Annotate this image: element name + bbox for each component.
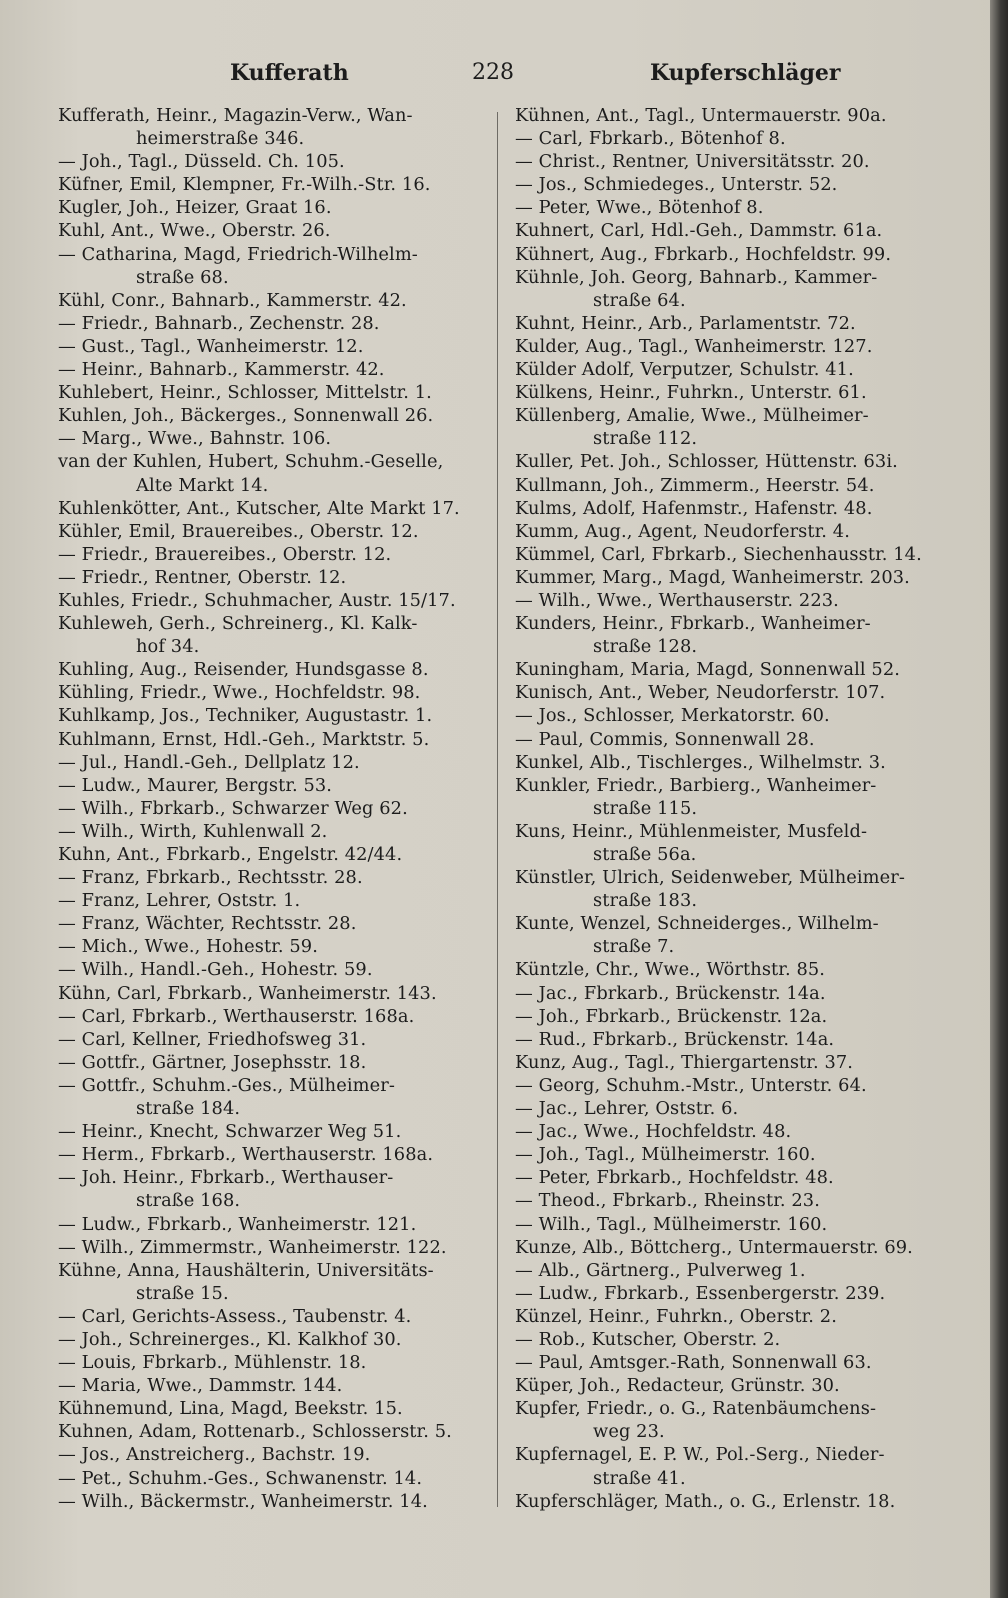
entry-line: Kuns, Heinr., Mühlenmeister, Musfeld- [515,820,868,842]
entry-line: — Heinr., Bahnarb., Kammerstr. 42. [58,359,385,381]
entry-continuation-line: straße 56a. [593,844,697,865]
directory-entry [58,797,488,820]
directory-entry [58,958,488,981]
entry-line: — Peter, Wwe., Bötenhof 8. [515,197,764,219]
entry-line: Kuhlebert, Heinr., Schlosser, Mittelstr. 1. [58,382,432,404]
entry-line: — Jos., Schmiedeges., Unterstr. 52. [515,174,838,196]
entry-continuation-line: Alte Markt 14. [136,474,269,496]
entry-line: Kunte, Wenzel, Schneiderges., Wilhelm- [515,913,879,935]
directory-entry [58,843,488,866]
entry-line: — Theod., Fbrkarb., Rheinstr. 23. [515,1190,820,1212]
entry-line: Kunkler, Friedr., Barbierg., Wanheimer- [515,774,877,796]
entry-line: — Paul, Amtsger.-Rath, Sonnenwall 63. [515,1352,872,1374]
entry-line: — Ludw., Fbrkarb., Wanheimerstr. 121. [58,1213,417,1235]
directory-entry [58,150,488,173]
directory-entry [58,1328,488,1351]
entry-continuation-line: heimerstraße 346. [136,128,305,150]
directory-entry [58,566,488,589]
entry-line: — Carl, Gerichts-Assess., Taubenstr. 4. [58,1305,412,1327]
entry-line: — Gust., Tagl., Wanheimerstr. 12. [58,335,364,357]
entry-line: — Gottfr., Schuhm.-Ges., Mülheimer- [58,1074,395,1096]
directory-entry [515,381,945,404]
entry-line: Künstler, Ulrich, Seidenweber, Mülheimer- [515,867,905,889]
directory-entry [58,1443,488,1466]
entry-line: — Heinr., Knecht, Schwarzer Weg 51. [58,1121,402,1143]
entry-line: Kühling, Friedr., Wwe., Hochfeldstr. 98. [58,682,421,704]
entry-line: — Wilh., Fbrkarb., Schwarzer Weg 62. [58,797,408,819]
entry-continuation-line: straße 68. [136,266,229,288]
directory-entry [58,866,488,889]
directory-entry [515,1074,945,1097]
entry-line: — Gottfr., Gärtner, Josephsstr. 18. [58,1051,367,1073]
directory-entry [515,958,945,981]
entry-continuation-line: weg 23. [593,1421,665,1443]
entry-line: — Joh., Tagl., Mülheimerstr. 160. [515,1144,816,1166]
entry-continuation-line: hof 34. [136,636,200,658]
entry-line: Kunz, Aug., Tagl., Thiergartenstr. 37. [515,1051,854,1073]
directory-entry [515,1120,945,1143]
directory-entry [58,658,488,681]
entry-line: Kühnert, Aug., Fbrkarb., Hochfeldstr. 99. [515,243,892,265]
entry-line: Kühl, Conr., Bahnarb., Kammerstr. 42. [58,289,407,311]
directory-entry [58,427,488,450]
entry-line: Kuhnen, Adam, Rottenarb., Schlosserstr. 5. [58,1421,452,1443]
directory-entry [515,243,945,266]
entry-line: Kuhlen, Joh., Bäckerges., Sonnenwall 26. [58,405,434,427]
directory-entry [58,1120,488,1143]
header-left-keyword: Kufferath [230,60,349,86]
entry-line: Kullmann, Joh., Zimmerm., Heerstr. 54. [515,474,875,496]
directory-entry [58,589,488,612]
directory-entry [58,1028,488,1051]
entry-line: — Wilh., Bäckermstr., Wanheimerstr. 14. [58,1490,428,1512]
entry-line: Kuhnt, Heinr., Arb., Parlamentstr. 72. [515,312,856,334]
directory-entry [515,335,945,358]
entry-line: — Herm., Fbrkarb., Werthauserstr. 168a. [58,1144,434,1166]
directory-entry [58,1166,488,1212]
directory-entry [58,935,488,958]
entry-continuation-line: straße 184. [136,1098,241,1120]
directory-entry [515,474,945,497]
entry-line: — Alb., Gärtnerg., Pulverweg 1. [515,1259,806,1281]
directory-entry [58,912,488,935]
directory-entry [58,704,488,727]
entry-continuation-line: straße 7. [593,936,675,958]
entry-line: — Catharina, Magd, Friedrich-Wilhelm- [58,243,418,265]
entry-line: — Rob., Kutscher, Oberstr. 2. [515,1328,781,1350]
directory-entry [515,1374,945,1397]
directory-entry [515,1166,945,1189]
column-divider [497,112,498,1507]
directory-entry [58,982,488,1005]
entry-line: — Carl, Fbrkarb., Bötenhof 8. [515,128,786,150]
directory-entry [58,1213,488,1236]
directory-entry [515,127,945,150]
directory-entry [515,1213,945,1236]
entry-line: Külkens, Heinr., Fuhrkn., Unterstr. 61. [515,382,867,404]
entry-line: Kulder, Aug., Tagl., Wanheimerstr. 127. [515,335,873,357]
directory-entry [58,335,488,358]
entry-line: — Rud., Fbrkarb., Brückenstr. 14a. [515,1028,835,1050]
entry-line: — Ludw., Fbrkarb., Essenbergerstr. 239. [515,1282,886,1304]
directory-entry [58,1143,488,1166]
directory-entry [58,1351,488,1374]
entry-continuation-line: straße 168. [136,1190,241,1212]
entry-line: — Maria, Wwe., Dammstr. 144. [58,1375,343,1397]
directory-entry [58,381,488,404]
entry-line: — Christ., Rentner, Universitätsstr. 20. [515,151,870,173]
entry-line: — Peter, Fbrkarb., Hochfeldstr. 48. [515,1167,834,1189]
page-header [60,60,940,96]
directory-entry [58,1074,488,1120]
directory-entry [515,1351,945,1374]
entry-line: Kümmel, Carl, Fbrkarb., Siechenhausstr. 14. [515,543,922,565]
entry-line: — Joh., Fbrkarb., Brückenstr. 12a. [515,1005,828,1027]
left-column [58,104,488,1513]
directory-entry [515,104,945,127]
directory-entry [58,751,488,774]
entry-line: — Pet., Schuhm.-Ges., Schwanenstr. 14. [58,1467,423,1489]
entry-line: — Joh. Heinr., Fbrkarb., Werthauser- [58,1167,394,1189]
directory-entry [515,612,945,658]
entry-line: Küllenberg, Amalie, Wwe., Mülheimer- [515,405,869,427]
directory-entry [515,173,945,196]
entry-line: Kuhnert, Carl, Hdl.-Geh., Dammstr. 61a. [515,220,883,242]
entry-line: van der Kuhlen, Hubert, Schuhm.-Geselle, [58,451,444,473]
directory-entry [515,1490,945,1513]
directory-entry [58,612,488,658]
entry-line: Kühler, Emil, Brauereibes., Oberstr. 12. [58,520,419,542]
entry-line: Kuhl, Ant., Wwe., Oberstr. 26. [58,220,331,242]
entry-line: — Georg, Schuhm.-Mstr., Unterstr. 64. [515,1074,867,1096]
entry-line: Kufferath, Heinr., Magazin-Verw., Wan- [58,105,413,126]
directory-entry [515,1028,945,1051]
entry-line: Kuhles, Friedr., Schuhmacher, Austr. 15/17. [58,589,456,611]
directory-entry [58,820,488,843]
directory-entry [58,1005,488,1028]
entry-line: — Wilh., Wirth, Kuhlenwall 2. [58,820,328,842]
directory-entry [515,543,945,566]
entry-line: — Franz, Wächter, Rechtsstr. 28. [58,913,357,935]
directory-entry [515,358,945,381]
entry-line: — Mich., Wwe., Hohestr. 59. [58,936,318,958]
entry-line: — Jac., Fbrkarb., Brückenstr. 14a. [515,982,826,1004]
entry-line: Kühnle, Joh. Georg, Bahnarb., Kammer- [515,266,878,288]
directory-entry [515,704,945,727]
directory-entry [58,173,488,196]
directory-entry [515,774,945,820]
entry-line: — Jos., Anstreicherg., Bachstr. 19. [58,1444,371,1466]
entry-line: — Friedr., Bahnarb., Zechenstr. 28. [58,312,380,334]
entry-line: — Wilh., Zimmermstr., Wanheimerstr. 122. [58,1236,447,1258]
directory-entry [515,1189,945,1212]
entry-line: — Jac., Wwe., Hochfeldstr. 48. [515,1121,792,1143]
right-column [515,104,945,1513]
directory-entry [515,728,945,751]
entry-line: — Wilh., Wwe., Werthauserstr. 223. [515,589,839,611]
directory-entry [515,1097,945,1120]
entry-line: Kuhlmann, Ernst, Hdl.-Geh., Marktstr. 5. [58,728,430,750]
entry-line: — Joh., Tagl., Düsseld. Ch. 105. [58,151,345,173]
entry-continuation-line: straße 15. [136,1282,229,1304]
directory-entry [515,681,945,704]
entry-continuation-line: straße 128. [593,636,698,658]
directory-entry [515,1397,945,1443]
entry-line: Kunze, Alb., Böttcherg., Untermauerstr. 69. [515,1236,913,1258]
directory-entry [515,404,945,450]
directory-entry [515,266,945,312]
directory-entry [58,520,488,543]
directory-entry [58,1236,488,1259]
directory-entry [515,497,945,520]
directory-entry [58,219,488,242]
directory-entry [515,982,945,1005]
header-right-keyword: Kupferschläger [650,60,841,86]
entry-line: Küper, Joh., Redacteur, Grünstr. 30. [515,1375,840,1397]
entry-line: Kupferschläger, Math., o. G., Erlenstr. 18. [515,1490,896,1512]
directory-entry [58,358,488,381]
entry-continuation-line: straße 115. [593,797,698,819]
directory-entry [515,1051,945,1074]
entry-line: Kummer, Marg., Magd, Wanheimerstr. 203. [515,566,910,588]
entry-line: — Franz, Fbrkarb., Rechtsstr. 28. [58,867,363,889]
directory-entry [58,104,488,150]
entry-line: Kuhlenkötter, Ant., Kutscher, Alte Markt 17. [58,497,460,519]
entry-line: Kugler, Joh., Heizer, Graat 16. [58,197,332,219]
directory-entry [515,1282,945,1305]
entry-line: Kühn, Carl, Fbrkarb., Wanheimerstr. 143. [58,982,437,1004]
directory-entry [515,520,945,543]
entry-continuation-line: straße 183. [593,890,698,912]
directory-entry [58,1490,488,1513]
entry-continuation-line: straße 41. [593,1467,686,1489]
entry-line: Kumm, Aug., Agent, Neudorferstr. 4. [515,520,850,542]
directory-entry [515,1236,945,1259]
directory-entry [515,196,945,219]
entry-line: Kuhlkamp, Jos., Techniker, Augustastr. 1. [58,705,433,727]
entry-line: — Friedr., Brauereibes., Oberstr. 12. [58,543,392,565]
directory-entry [58,774,488,797]
entry-line: — Wilh., Tagl., Mülheimerstr. 160. [515,1213,828,1235]
entry-line: — Ludw., Maurer, Bergstr. 53. [58,774,333,796]
entry-line: — Jac., Lehrer, Oststr. 6. [515,1098,739,1120]
entry-line: Kunders, Heinr., Fbrkarb., Wanheimer- [515,613,871,635]
entry-line: Künzel, Heinr., Fuhrkn., Oberstr. 2. [515,1305,837,1327]
entry-line: Küntzle, Chr., Wwe., Wörthstr. 85. [515,959,826,981]
entry-line: — Franz, Lehrer, Oststr. 1. [58,890,301,912]
directory-entry [515,751,945,774]
page-binding-edge [990,0,1008,1598]
directory-entry [58,450,488,496]
directory-entry [515,658,945,681]
directory-entry [515,312,945,335]
directory-entry [58,312,488,335]
directory-entry [58,404,488,427]
directory-entry [58,289,488,312]
directory-entry [515,150,945,173]
directory-entry [58,1051,488,1074]
directory-entry [515,912,945,958]
directory-entry [58,497,488,520]
directory-entry [58,1420,488,1443]
directory-entry [58,543,488,566]
directory-entry [515,866,945,912]
directory-entry [515,1259,945,1282]
directory-entry [515,1305,945,1328]
entry-line: — Marg., Wwe., Bahnstr. 106. [58,428,332,450]
entry-line: Kunkel, Alb., Tischlerges., Wilhelmstr. 3. [515,751,886,773]
entry-line: Külder Adolf, Verputzer, Schulstr. 41. [515,359,854,381]
entry-line: Kuller, Pet. Joh., Schlosser, Hüttenstr. 63i. [515,451,898,473]
directory-entry [58,243,488,289]
entry-line: — Carl, Kellner, Friedhofsweg 31. [58,1028,367,1050]
entry-line: — Wilh., Handl.-Geh., Hohestr. 59. [58,959,373,981]
entry-line: — Jos., Schlosser, Merkatorstr. 60. [515,705,830,727]
directory-entry [515,1328,945,1351]
entry-line: Kuhleweh, Gerh., Schreinerg., Kl. Kalk- [58,613,418,635]
directory-entry [58,728,488,751]
entry-line: Kuhling, Aug., Reisender, Hundsgasse 8. [58,659,429,681]
entry-line: Kühnemund, Lina, Magd, Beekstr. 15. [58,1398,403,1420]
directory-entry [515,1005,945,1028]
directory-entry [515,566,945,589]
entry-line: Kupfer, Friedr., o. G., Ratenbäumchens- [515,1398,877,1420]
directory-entry [58,889,488,912]
entry-line: Küfner, Emil, Klempner, Fr.-Wilh.-Str. 16. [58,174,431,196]
entry-line: Kuningham, Maria, Magd, Sonnenwall 52. [515,659,901,681]
directory-entry [58,1305,488,1328]
entry-continuation-line: straße 112. [593,428,698,450]
directory-entry [58,1374,488,1397]
directory-entry [58,1467,488,1490]
entry-line: — Joh., Schreinerges., Kl. Kalkhof 30. [58,1328,402,1350]
entry-line: — Paul, Commis, Sonnenwall 28. [515,728,815,750]
directory-entry [58,1259,488,1305]
entry-line: Kupfernagel, E. P. W., Pol.-Serg., Nieder- [515,1444,885,1466]
directory-entry [58,681,488,704]
entry-continuation-line: straße 64. [593,289,686,311]
entry-line: — Jul., Handl.-Geh., Dellplatz 12. [58,751,360,773]
directory-entry [58,1397,488,1420]
entry-line: — Louis, Fbrkarb., Mühlenstr. 18. [58,1352,367,1374]
entry-line: Kühne, Anna, Haushälterin, Universitäts- [58,1259,434,1281]
entry-line: Kuhn, Ant., Fbrkarb., Engelstr. 42/44. [58,844,403,865]
directory-entry [515,1443,945,1489]
directory-entry [515,820,945,866]
directory-entry [515,589,945,612]
entry-line: Kunisch, Ant., Weber, Neudorferstr. 107. [515,682,886,704]
directory-entry [515,450,945,473]
entry-line: Kulms, Adolf, Hafenmstr., Hafenstr. 48. [515,497,873,519]
directory-entry [58,196,488,219]
entry-line: — Friedr., Rentner, Oberstr. 12. [58,566,347,588]
entry-line: Kühnen, Ant., Tagl., Untermauerstr. 90a. [515,105,887,126]
directory-entry [515,219,945,242]
page-number: 228 [472,60,514,85]
entry-line: — Carl, Fbrkarb., Werthauserstr. 168a. [58,1005,415,1027]
directory-entry [515,1143,945,1166]
